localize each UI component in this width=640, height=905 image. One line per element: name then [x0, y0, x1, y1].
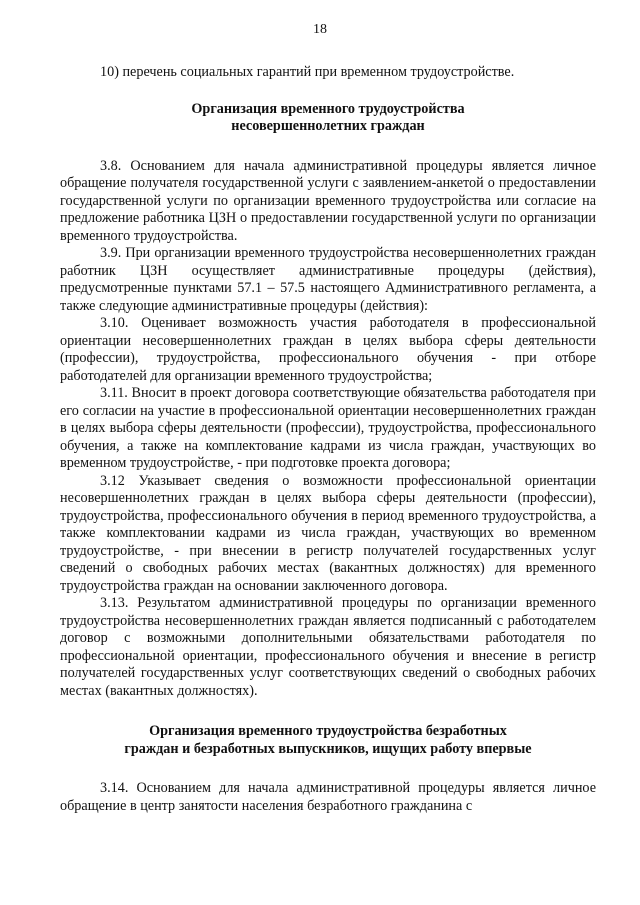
page-content: [60, 64, 596, 815]
section-heading-2-line-1: Организация временного трудоустройства безработных: [149, 723, 507, 739]
paragraph-3-13: 3.13. Результатом административной процедуры по организации временного трудоустройства несовершеннолетних граждан является подписанный с работодателем договор с возможными дополнительными обязательствами работодателя по профессиональной ориентации, профессионального обучения и внесение в регистр получателей государственных услуг соответствующих сведений о свободных рабочих местах (вакантных должностях).: [60, 595, 596, 699]
paragraph-3-11: 3.11. Вносит в проект договора соответствующие обязательства работодателя при его согласии на участие в профессиональной ориентации несовершеннолетних граждан в целях выбора сферы деятельности (профессии), трудоустройства, профессионального обучения, а также на комплектование кадрами из числа граждан, участвующих во временном трудоустройстве, - при подготовке проекта договора;: [60, 385, 596, 471]
paragraph-3-12: 3.12 Указывает сведения о возможности профессиональной ориентации несовершеннолетних граждан в целях выбора сферы деятельности (профессии), трудоустройства, профессионального обучения в период временного трудоустройства, а также комплектовании кадрами из числа граждан, участвующих во временном трудоустройстве, - при внесении в регистр получателей государственных услуг сведений о свободных рабочих местах (вакантных должностях) для временного трудоустройства граждан на основании заключенного договора.: [60, 472, 596, 594]
section-heading-2-line-2: граждан и безработных выпускников, ищущих работу впервые: [124, 740, 532, 757]
paragraph-3-10: 3.10. Оценивает возможность участия работодателя в профессиональной ориентации несовершеннолетних граждан в целях выбора сферы деятельности (профессии), трудоустройства, профессионального обучения - при отборе работодателей для организации временного трудоустройства;: [60, 315, 596, 384]
paragraph-3-8: 3.8. Основанием для начала административной процедуры является личное обращение получателя государственной услуги с заявлением-анкетой о предоставлении государственной услуги по организации временного трудоустройства или согласие на предложение работника ЦЗН о предоставлении государственной услуги по организации временного трудоустройства.: [60, 157, 596, 244]
paragraph-3-9: 3.9. При организации временного трудоустройства несовершеннолетних граждан работник ЦЗН осуществляет административные процедуры (действия), предусмотренные пунктами 57.1 – 57.5 настоящего Административного регламента, а также следующие административные процедуры (действия):: [60, 245, 596, 314]
section-heading-1-line-1: Организация временного трудоустройства: [191, 100, 465, 117]
section-heading-1-line-2: несовершеннолетних граждан: [231, 118, 425, 134]
list-item-10: 10) перечень социальных гарантий при временном трудоустройстве.: [100, 64, 515, 80]
page-number: 18: [313, 22, 327, 37]
paragraph-3-14: 3.14. Основанием для начала административной процедуры является личное обращение в центр занятости населения безработного гражданина с: [60, 780, 596, 814]
